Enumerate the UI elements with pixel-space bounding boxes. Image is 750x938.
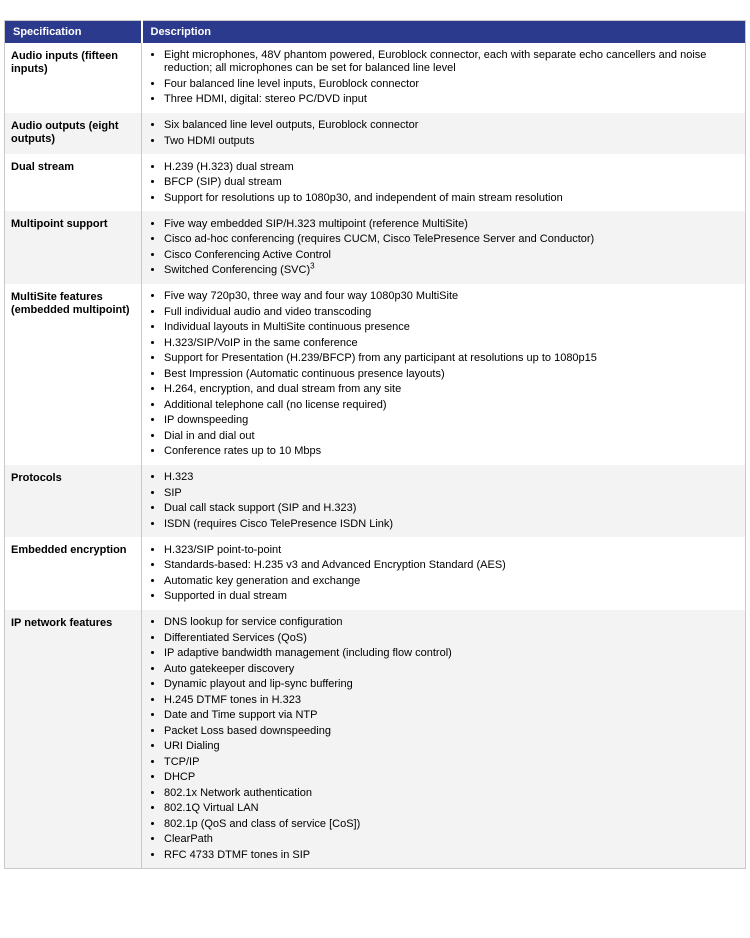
- bullet-item: • Support for Presentation (H.239/BFCP) from any participant at resolutions up to 1080p15: [164, 352, 737, 365]
- bullet-item: • 802.1x Network authentication: [164, 787, 737, 800]
- bullet-item: • Three HDMI, digital: stereo PC/DVD input: [164, 93, 737, 106]
- bullet-item: • Dual call stack support (SIP and H.323): [164, 502, 737, 515]
- bullet-item: • Switched Conferencing (SVC)$^3$: [164, 264, 737, 277]
- footnote-reference: 3: [310, 261, 315, 271]
- spec-description: [142, 43, 746, 113]
- column-header-description: Description: [142, 21, 746, 43]
- spec-description: [142, 610, 746, 869]
- spec-description: [142, 284, 746, 465]
- bullet-item: • Eight microphones, 48V phantom powered, Euroblock connector, each with separate echo cancellers and noise reduction; all microphones can be set for balanced line level: [164, 49, 737, 75]
- spec-description: [142, 465, 746, 538]
- bullet-item: • Automatic key generation and exchange: [164, 575, 737, 588]
- bullet-item: • Packet Loss based downspeeding: [164, 725, 737, 738]
- bullet-item: • 802.1p (QoS and class of service [CoS]): [164, 818, 737, 831]
- bullet-item: • Conference rates up to 10 Mbps: [164, 445, 737, 458]
- table-row: [5, 43, 746, 113]
- description-bullet-list: [148, 218, 737, 278]
- bullet-item: • TCP/IP: [164, 756, 737, 769]
- description-bullet-list: [148, 290, 737, 458]
- bullet-item: • Standards-based: H.235 v3 and Advanced Encryption Standard (AES): [164, 559, 737, 572]
- description-bullet-list: [148, 616, 737, 862]
- bullet-item: • Two HDMI outputs: [164, 135, 737, 148]
- bullet-item: • URI Dialing: [164, 740, 737, 753]
- spec-name: IP network features: [11, 616, 113, 629]
- table-row: [5, 211, 746, 284]
- bullet-item: • Cisco Conferencing Active Control: [164, 249, 737, 262]
- bullet-item: • Six balanced line level outputs, Euroblock connector: [164, 119, 737, 132]
- bullet-item: • BFCP (SIP) dual stream: [164, 176, 737, 189]
- bullet-item: • Dial in and dial out: [164, 430, 737, 443]
- bullet-item: • Five way 720p30, three way and four way 1080p30 MultiSite: [164, 290, 737, 303]
- bullet-item: • H.323/SIP point-to-point: [164, 544, 737, 557]
- bullet-item: • Four balanced line level inputs, Euroblock connector: [164, 78, 737, 91]
- description-bullet-list: [148, 119, 737, 148]
- bullet-item: • H.245 DTMF tones in H.323: [164, 694, 737, 707]
- table-header: [5, 21, 746, 43]
- bullet-item: • Cisco ad-hoc conferencing (requires CUCM, Cisco TelePresence Server and Conductor): [164, 233, 737, 246]
- bullet-item: • IP adaptive bandwidth management (including flow control): [164, 647, 737, 660]
- specification-table: [4, 20, 746, 869]
- spec-name: Audio outputs (eight outputs): [11, 119, 119, 145]
- bullet-item: • ClearPath: [164, 833, 737, 846]
- description-bullet-list: [148, 49, 737, 106]
- table-header-row: [5, 21, 746, 43]
- spec-name: Protocols: [11, 471, 62, 484]
- bullet-item: • H.264, encryption, and dual stream from any site: [164, 383, 737, 396]
- table-row: [5, 154, 746, 211]
- spec-description: [142, 154, 746, 211]
- table-row: [5, 113, 746, 155]
- spec-description: [142, 537, 746, 610]
- bullet-item: • DHCP: [164, 771, 737, 784]
- bullet-item: • Best Impression (Automatic continuous presence layouts): [164, 368, 737, 381]
- description-bullet-list: [148, 161, 737, 205]
- bullet-item: • H.323: [164, 471, 737, 484]
- bullet-item: • Date and Time support via NTP: [164, 709, 737, 722]
- table-row: [5, 465, 746, 538]
- bullet-item: • RFC 4733 DTMF tones in SIP: [164, 849, 737, 862]
- spec-name: MultiSite features (embedded multipoint): [11, 290, 130, 316]
- bullet-item: • Supported in dual stream: [164, 590, 737, 603]
- bullet-item: • Full individual audio and video transcoding: [164, 306, 737, 319]
- bullet-item: • Differentiated Services (QoS): [164, 632, 737, 645]
- table-row: [5, 284, 746, 465]
- spec-name: Multipoint support: [11, 218, 108, 230]
- spec-name: Embedded encryption: [11, 544, 127, 556]
- bullet-item: • SIP: [164, 487, 737, 500]
- description-bullet-list: [148, 471, 737, 531]
- column-header-specification: Specification: [5, 21, 142, 43]
- bullet-item: • 802.1Q Virtual LAN: [164, 802, 737, 815]
- bullet-item: • H.239 (H.323) dual stream: [164, 161, 737, 174]
- description-bullet-list: [148, 544, 737, 604]
- spec-table-body: [5, 43, 746, 869]
- spec-description: [142, 211, 746, 284]
- table-row: [5, 537, 746, 610]
- bullet-item: • Individual layouts in MultiSite continuous presence: [164, 321, 737, 334]
- bullet-item: • ISDN (requires Cisco TelePresence ISDN Link): [164, 518, 737, 531]
- spec-name: Audio inputs (fifteen inputs): [11, 49, 118, 75]
- bullet-item: • IP downspeeding: [164, 414, 737, 427]
- spec-description: [142, 113, 746, 155]
- bullet-item: • DNS lookup for service configuration: [164, 616, 737, 629]
- bullet-item: • H.323/SIP/VoIP in the same conference: [164, 337, 737, 350]
- bullet-item: • Additional telephone call (no license required): [164, 399, 737, 412]
- bullet-item: • Auto gatekeeper discovery: [164, 663, 737, 676]
- bullet-item: • Support for resolutions up to 1080p30, and independent of main stream resolution: [164, 192, 737, 205]
- table-row: [5, 610, 746, 869]
- bullet-item: • Dynamic playout and lip-sync buffering: [164, 678, 737, 691]
- bullet-item: • Five way embedded SIP/H.323 multipoint (reference MultiSite): [164, 218, 737, 231]
- spec-name: Dual stream: [11, 161, 74, 173]
